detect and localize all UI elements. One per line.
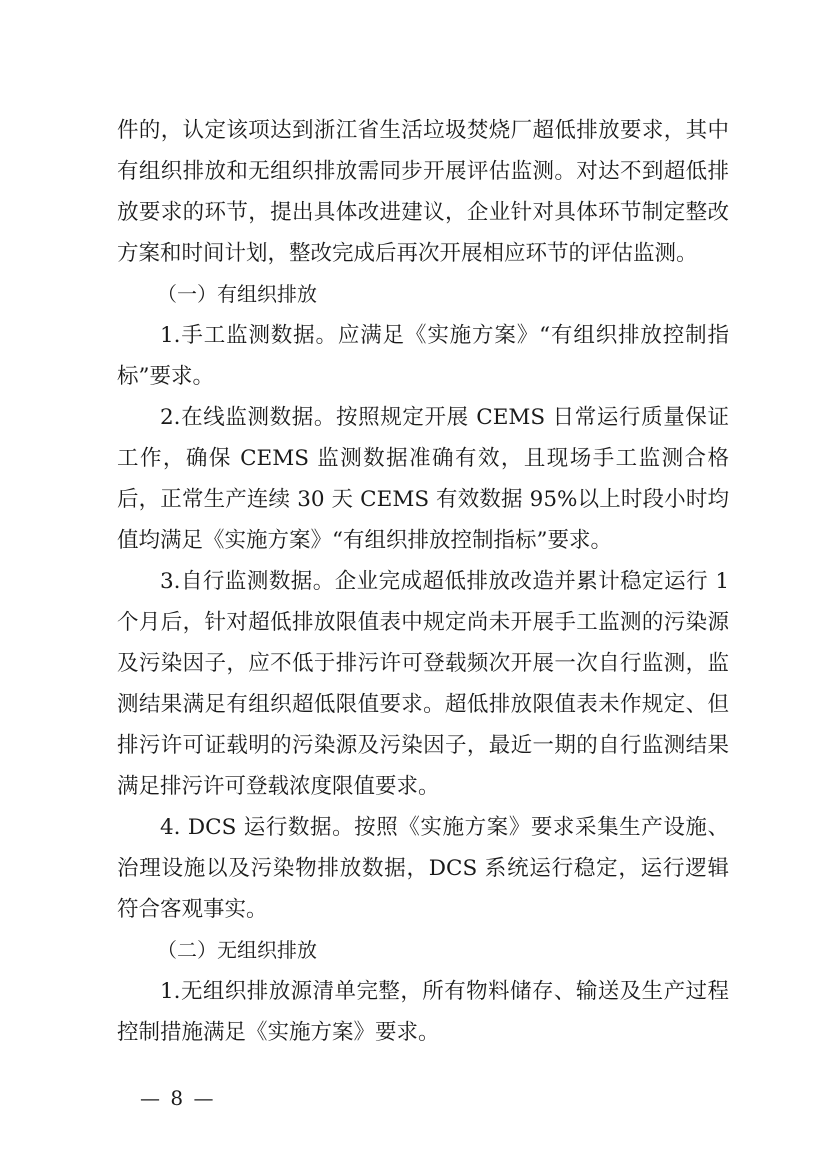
document-body [117,110,729,1053]
paragraph-manual-monitoring: 1.手工监测数据。应满足《实施方案》“有组织排放控制指标”要求。 [117,323,729,389]
paragraph-online-monitoring: 2.在线监测数据。按照规定开展 CEMS 日常运行质量保证工作，确保 CEMS 监测数据准确有效，且现场手工监测合格后，正常生产连续 30 天 CEMS 有效数据 95%以上时段小时均值均满足《实施方案》“有组织排放控制指标”要求。 [117,405,729,553]
section-heading-organized-emission: （一）有组织排放 [157,282,317,306]
paragraph-fugitive-sources: 1.无组织排放源清单完整，所有物料储存、输送及生产过程控制措施满足《实施方案》要求。 [117,979,729,1045]
section-heading-fugitive-emission: （二）无组织排放 [157,938,317,962]
paragraph-intro: 件的，认定该项达到浙江省生活垃圾焚烧厂超低排放要求，其中有组织排放和无组织排放需同步开展评估监测。对达不到超低排放要求的环节，提出具体改进建议，企业针对具体环节制定整改方案和时间计划，整改完成后再次开展相应环节的评估监测。 [117,118,729,266]
paragraph-self-monitoring: 3.自行监测数据。企业完成超低排放改造并累计稳定运行 1 个月后，针对超低排放限值表中规定尚未开展手工监测的污染源及污染因子，应不低于排污许可登载频次开展一次自行监测，监测结果满足有组织超低限值要求。超低排放限值表未作规定、但排污许可证载明的污染源及污染因子，最近一期的自行监测结果满足排污许可登载浓度限值要求。 [117,569,729,799]
page-number: — 8 — [140,1086,216,1110]
paragraph-dcs-data: 4. DCS 运行数据。按照《实施方案》要求采集生产设施、治理设施以及污染物排放数据，DCS 系统运行稳定，运行逻辑符合客观事实。 [117,815,729,922]
